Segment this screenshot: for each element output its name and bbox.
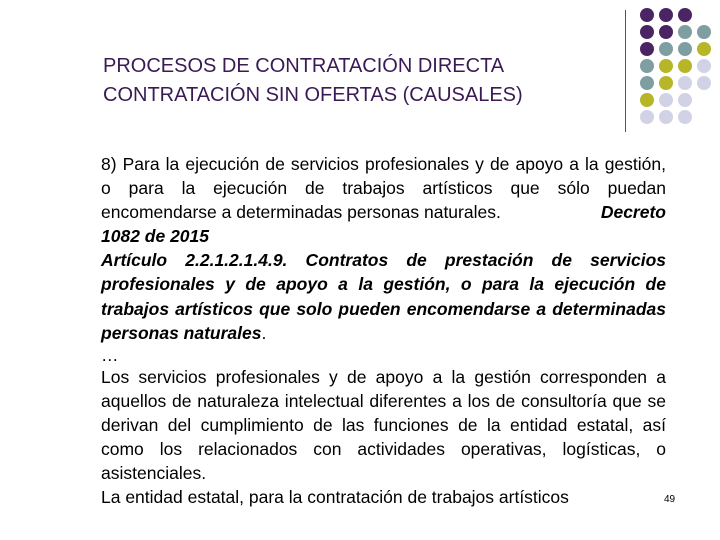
dot-icon	[678, 42, 692, 56]
services-paragraph: Los servicios profesionales y de apoyo a la gestión corresponden a aquellos de naturaleza intelectual diferentes a los de consultoría que se derivan del cumplimiento de las funciones de la entidad estatal, así como los relacionados con actividades operativas, logísticas, o asistenciales.	[101, 366, 666, 484]
dot-icon	[640, 8, 654, 22]
decorative-dots	[640, 8, 720, 148]
slide-body	[101, 152, 666, 509]
dot-icon	[697, 59, 711, 73]
dot-icon	[659, 93, 673, 107]
dot-icon	[659, 42, 673, 56]
dot-icon	[640, 76, 654, 90]
dot-icon	[678, 59, 692, 73]
article-text: Artículo 2.2.1.2.1.4.9. Contratos de prestación de servicios profesionales y de apoyo a la gestión, o para la ejecución de trabajos artísticos que solo pueden encomendarse a determinadas personas naturales	[101, 250, 666, 343]
dot-icon	[640, 110, 654, 124]
causal-8-text: 8) Para la ejecución de servicios profesionales y de apoyo a la gestión, o para la ejecución de trabajos artísticos que sólo puedan encomendarse a determinadas personas naturales.	[101, 154, 666, 223]
dot-icon	[678, 8, 692, 22]
title-divider	[625, 10, 626, 132]
paragraph-causal-8	[101, 152, 666, 224]
dot-icon	[659, 8, 673, 22]
dot-icon	[678, 25, 692, 39]
dot-icon	[640, 93, 654, 107]
title-line-1: PROCESOS DE CONTRATACIÓN DIRECTA	[103, 55, 505, 77]
dot-icon	[678, 76, 692, 90]
dot-icon	[659, 110, 673, 124]
page-number: 49	[664, 494, 676, 505]
article-paragraph	[101, 248, 666, 344]
dot-icon	[697, 42, 711, 56]
dot-icon	[640, 25, 654, 39]
dot-icon	[659, 25, 673, 39]
dot-icon	[697, 76, 711, 90]
decree-label: Decreto	[600, 202, 666, 223]
decree-number: 1082 de 2015	[101, 226, 210, 247]
title-line-2: CONTRATACIÓN SIN OFERTAS (CAUSALES)	[103, 84, 523, 106]
dot-icon	[697, 25, 711, 39]
artistic-paragraph: La entidad estatal, para la contratación de trabajos artísticos	[101, 487, 569, 508]
dot-icon	[659, 76, 673, 90]
dot-icon	[678, 93, 692, 107]
dot-icon	[678, 110, 692, 124]
dot-icon	[640, 42, 654, 56]
ellipsis: …	[101, 344, 119, 365]
dot-icon	[659, 59, 673, 73]
article-period: .	[261, 322, 267, 343]
dot-icon	[640, 59, 654, 73]
slide-title	[103, 52, 523, 110]
